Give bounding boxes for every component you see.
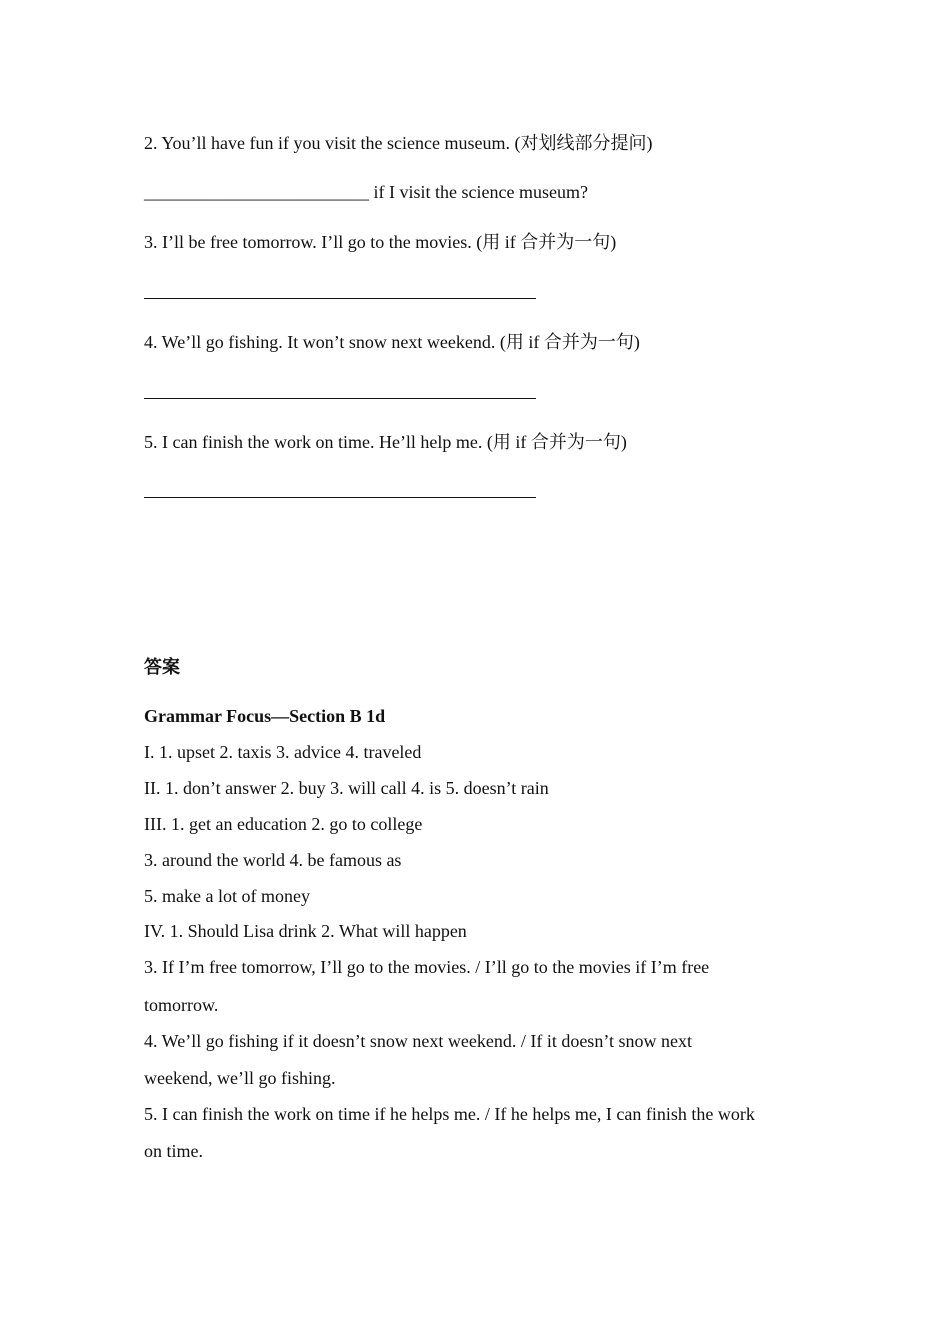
question-5-prompt: 5. I can finish the work on time. He’ll help me. (用 if 合并为一句) bbox=[144, 432, 627, 452]
answer-line: weekend, we’ll go fishing. bbox=[144, 1068, 336, 1088]
answer-line: III. 1. get an education 2. go to college bbox=[144, 814, 423, 834]
answer-line: 3. If I’m free tomorrow, I’ll go to the movies. / I’ll go to the movies if I’m free bbox=[144, 957, 710, 977]
answer-line: 5. I can finish the work on time if he helps me. / If he helps me, I can finish the work bbox=[144, 1104, 755, 1124]
answer-line: II. 1. don’t answer 2. buy 3. will call 4. is 5. doesn’t rain bbox=[144, 778, 549, 798]
question-3-answer-blank[interactable] bbox=[144, 298, 536, 299]
answers-heading: 答案 bbox=[144, 657, 180, 677]
question-2-blank[interactable]: _________________________ bbox=[144, 182, 369, 202]
answer-line: on time. bbox=[144, 1141, 203, 1161]
question-2-answer-line bbox=[144, 181, 588, 203]
answer-line: tomorrow. bbox=[144, 995, 219, 1015]
question-4-prompt: 4. We’ll go fishing. It won’t snow next weekend. (用 if 合并为一句) bbox=[144, 332, 640, 352]
question-4-answer-blank[interactable] bbox=[144, 398, 536, 399]
answer-line: 5. make a lot of money bbox=[144, 886, 310, 906]
answer-line: 4. We’ll go fishing if it doesn’t snow next weekend. / If it doesn’t snow next bbox=[144, 1031, 692, 1051]
question-2-prompt: 2. You’ll have fun if you visit the science museum. (对划线部分提问) bbox=[144, 133, 653, 153]
answers-section-title: Grammar Focus—Section B 1d bbox=[144, 706, 386, 726]
answer-line: I. 1. upset 2. taxis 3. advice 4. traveled bbox=[144, 742, 422, 762]
question-5-answer-blank[interactable] bbox=[144, 497, 536, 498]
question-3-prompt: 3. I’ll be free tomorrow. I’ll go to the movies. (用 if 合并为一句) bbox=[144, 232, 617, 252]
question-2-answer-tail: if I visit the science museum? bbox=[369, 182, 588, 202]
answer-line: 3. around the world 4. be famous as bbox=[144, 850, 402, 870]
answer-line: IV. 1. Should Lisa drink 2. What will happen bbox=[144, 921, 467, 941]
